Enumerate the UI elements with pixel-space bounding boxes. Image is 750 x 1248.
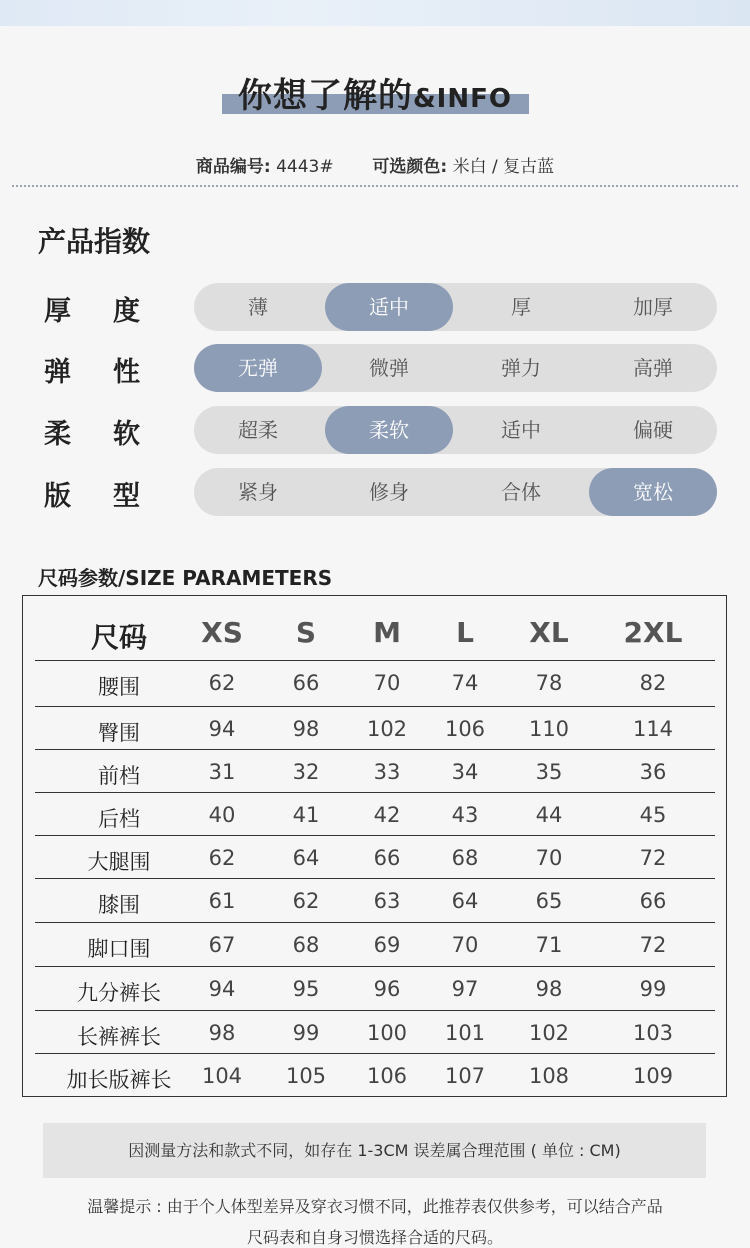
index-label-char: 软: [113, 419, 140, 450]
table-cell: 99: [292, 1021, 320, 1045]
size-header-cell: L: [456, 616, 474, 649]
index-row: [0, 406, 750, 454]
table-cell: 72: [639, 933, 667, 957]
table-cell: 106: [444, 717, 486, 741]
table-cell: 66: [292, 671, 320, 695]
table-row: [35, 706, 715, 750]
index-row-label: [44, 350, 140, 389]
index-label-char: 性: [113, 357, 140, 388]
index-row: [0, 344, 750, 392]
section-title-size: 尺码参数/SIZE PARAMETERS: [38, 566, 333, 590]
table-cell: 100: [366, 1021, 408, 1045]
table-cell: 62: [292, 889, 320, 913]
table-cell: 66: [639, 889, 667, 913]
index-label-char: 柔: [44, 419, 71, 450]
table-cell: 64: [451, 889, 479, 913]
table-cell: 71: [535, 933, 563, 957]
index-label-char: 度: [113, 296, 140, 327]
index-option-selected: 无弹: [194, 344, 322, 392]
table-cell: 98: [208, 1021, 236, 1045]
index-option-selected: 宽松: [589, 468, 717, 516]
row-label: 前档: [98, 764, 140, 788]
table-cell: 62: [208, 671, 236, 695]
index-row-label: [44, 474, 140, 513]
row-label: 后档: [98, 807, 140, 831]
row-label: 九分裤长: [77, 981, 161, 1005]
dotted-divider: [12, 185, 738, 187]
row-label: 长裤裤长: [77, 1025, 161, 1049]
table-cell: 114: [632, 717, 674, 741]
table-cell: 33: [373, 760, 401, 784]
index-row-label: [44, 289, 140, 328]
table-cell: 32: [292, 760, 320, 784]
product-code-label: 商品编号:: [195, 157, 271, 177]
table-cell: 98: [535, 977, 563, 1001]
product-code-value: 4443#: [276, 157, 334, 177]
index-option-selected: 柔软: [325, 406, 453, 454]
table-cell: 101: [444, 1021, 486, 1045]
index-label-char: 型: [113, 481, 140, 512]
tip-line-1: 温馨提示 : 由于个人体型差异及穿衣习惯不同，此推荐表仅供参考，可以结合产品: [87, 1197, 663, 1216]
index-option: 薄: [248, 295, 268, 319]
table-cell: 109: [632, 1064, 674, 1088]
table-cell: 72: [639, 846, 667, 870]
table-row: [35, 878, 715, 922]
page-title-cn: 你想了解的: [238, 76, 413, 116]
table-cell: 45: [639, 803, 667, 827]
table-cell: 104: [201, 1064, 243, 1088]
index-row-label: [44, 412, 140, 451]
table-row: [35, 792, 715, 836]
table-cell: 74: [451, 671, 479, 695]
row-label: 腰围: [98, 675, 140, 699]
table-cell: 82: [639, 671, 667, 695]
table-cell: 70: [373, 671, 401, 695]
index-option: 修身: [369, 480, 409, 504]
row-label: 脚口围: [87, 937, 151, 961]
table-row: [35, 966, 715, 1010]
table-cell: 95: [292, 977, 320, 1001]
size-table-header: [35, 616, 715, 660]
table-cell: 106: [366, 1064, 408, 1088]
table-cell: 40: [208, 803, 236, 827]
table-cell: 31: [208, 760, 236, 784]
table-cell: 99: [639, 977, 667, 1001]
index-option: 偏硬: [633, 418, 673, 442]
table-cell: 94: [208, 717, 236, 741]
table-cell: 98: [292, 717, 320, 741]
index-option: 弹力: [501, 356, 541, 380]
table-cell: 62: [208, 846, 236, 870]
page-title-block: [0, 60, 750, 120]
table-row: [35, 1053, 715, 1097]
index-label-char: 弹: [44, 357, 71, 388]
size-header-label: 尺码: [90, 621, 147, 654]
table-cell: 67: [208, 933, 236, 957]
table-cell: 63: [373, 889, 401, 913]
size-header-cell: S: [295, 616, 317, 649]
table-cell: 110: [528, 717, 570, 741]
table-cell: 68: [292, 933, 320, 957]
table-cell: 97: [451, 977, 479, 1001]
table-row: [35, 835, 715, 879]
index-label-char: 厚: [44, 296, 71, 327]
measurement-note: 因测量方法和款式不同，如存在 1-3CM 误差属合理范围 ( 单位 : CM): [43, 1123, 706, 1178]
table-cell: 78: [535, 671, 563, 695]
table-row: [35, 749, 715, 793]
color-label: 可选颜色:: [372, 157, 448, 177]
size-header-cell: XL: [529, 616, 569, 649]
page-title: [0, 68, 750, 117]
product-meta: [0, 152, 750, 177]
index-option: 加厚: [633, 295, 673, 319]
table-cell: 107: [444, 1064, 486, 1088]
page-title-en: &INFO: [413, 84, 512, 114]
table-cell: 65: [535, 889, 563, 913]
size-header-cell: 2XL: [623, 616, 683, 649]
index-option: 厚: [511, 295, 531, 319]
table-cell: 42: [373, 803, 401, 827]
index-option: 微弹: [369, 356, 409, 380]
index-option: 适中: [501, 418, 541, 442]
table-cell: 44: [535, 803, 563, 827]
index-option: 高弹: [633, 356, 673, 380]
size-header-cell: M: [373, 616, 401, 649]
table-cell: 108: [528, 1064, 570, 1088]
row-label: 加长版裤长: [66, 1068, 172, 1092]
table-cell: 64: [292, 846, 320, 870]
table-cell: 36: [639, 760, 667, 784]
table-cell: 70: [535, 846, 563, 870]
table-row: [35, 1010, 715, 1054]
table-cell: 35: [535, 760, 563, 784]
index-option: 超柔: [238, 418, 278, 442]
table-cell: 70: [451, 933, 479, 957]
index-option: 紧身: [238, 480, 278, 504]
table-cell: 105: [285, 1064, 327, 1088]
color-value: 米白 / 复古蓝: [452, 157, 555, 177]
table-cell: 102: [528, 1021, 570, 1045]
table-row: [35, 660, 715, 704]
table-row: [35, 922, 715, 966]
size-header-cell: XS: [201, 616, 243, 649]
size-table: [22, 595, 727, 1097]
table-cell: 43: [451, 803, 479, 827]
row-label: 臀围: [98, 721, 140, 745]
table-cell: 94: [208, 977, 236, 1001]
index-row: [0, 468, 750, 516]
index-row: [0, 283, 750, 331]
table-cell: 34: [451, 760, 479, 784]
row-label: 膝围: [98, 893, 140, 917]
section-title-index: 产品指数: [38, 225, 151, 258]
table-cell: 68: [451, 846, 479, 870]
table-cell: 102: [366, 717, 408, 741]
table-cell: 61: [208, 889, 236, 913]
table-cell: 66: [373, 846, 401, 870]
index-label-char: 版: [44, 481, 71, 512]
index-option-selected: 适中: [325, 283, 453, 331]
table-cell: 41: [292, 803, 320, 827]
table-cell: 69: [373, 933, 401, 957]
table-cell: 103: [632, 1021, 674, 1045]
table-cell: 96: [373, 977, 401, 1001]
tip-line-2: 尺码表和自身习惯选择合适的尺码。: [246, 1228, 503, 1247]
index-option: 合体: [501, 480, 541, 504]
row-label: 大腿围: [87, 850, 151, 874]
top-banner-strip: [0, 0, 750, 26]
